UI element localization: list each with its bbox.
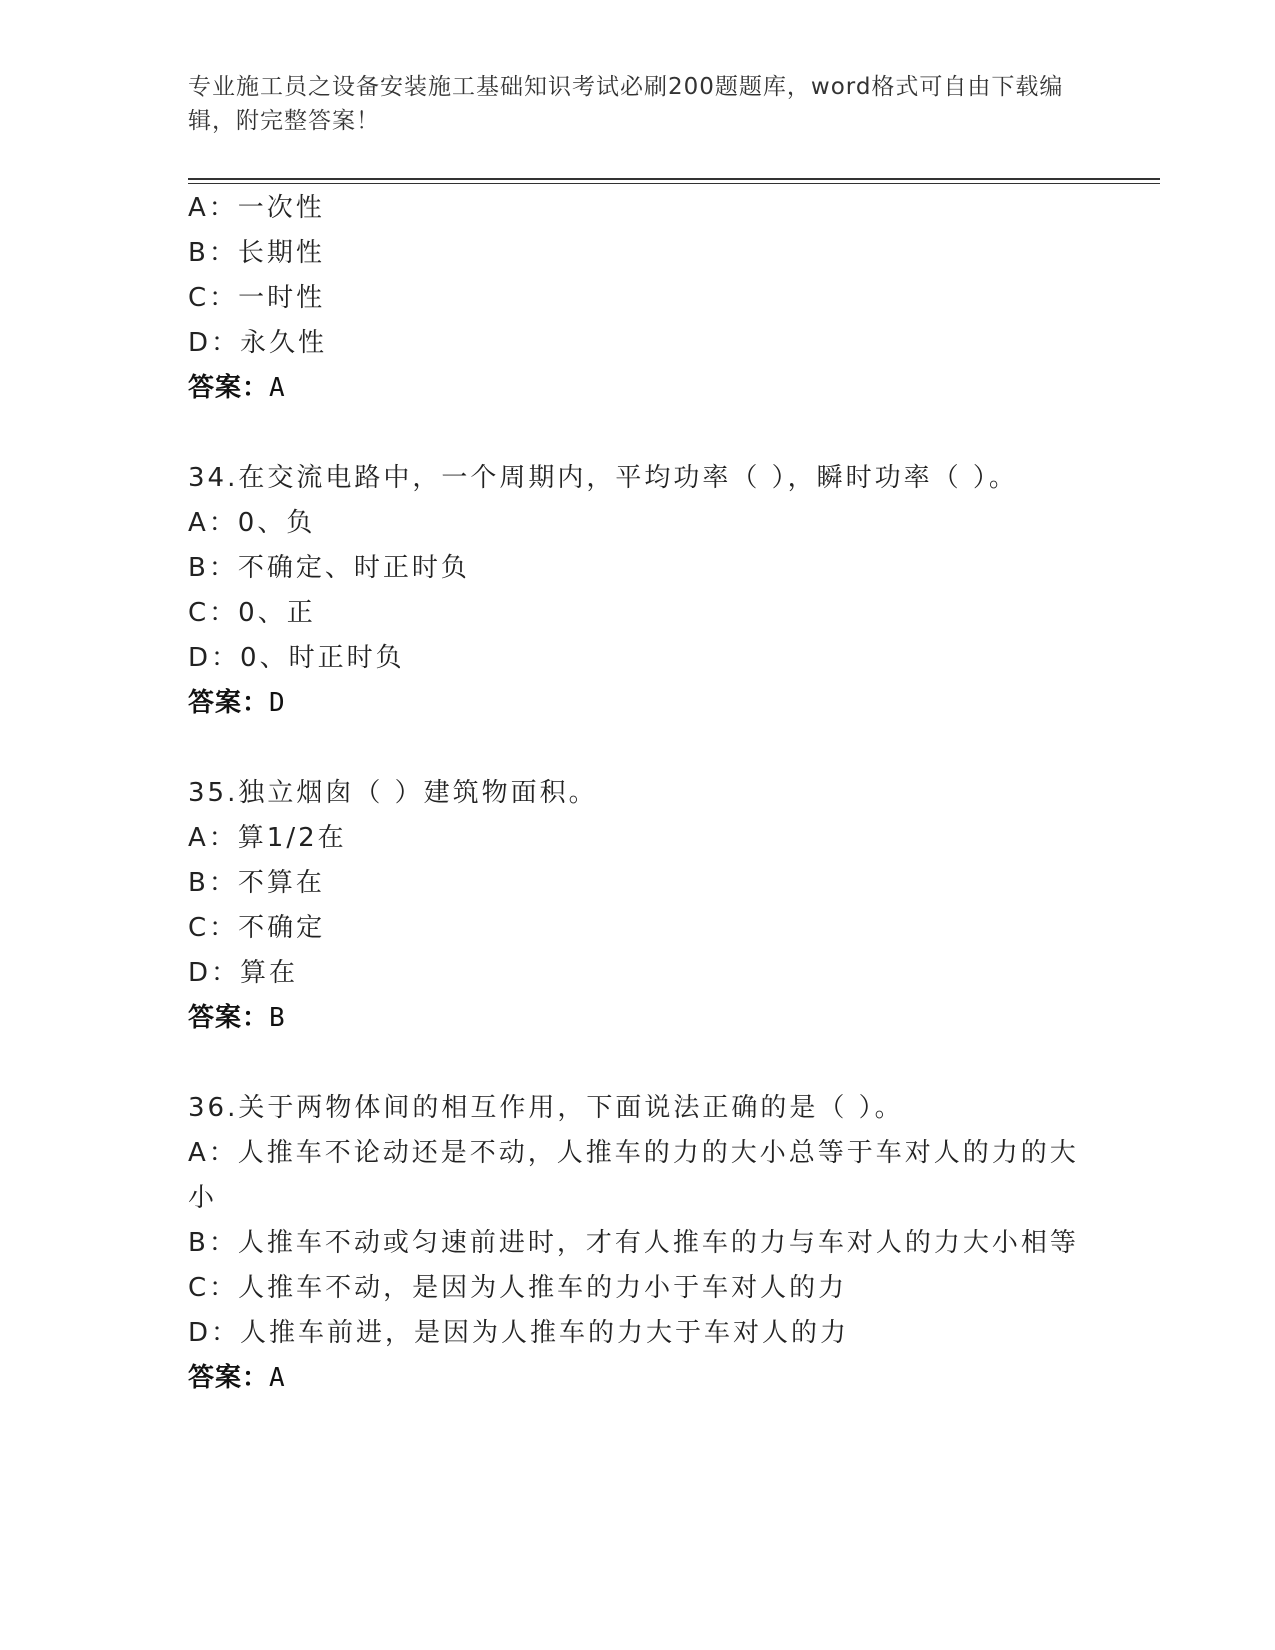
header-divider-thin (188, 183, 1160, 184)
q36-answer-value: A (269, 1363, 286, 1393)
document-header: 专业施工员之设备安装施工基础知识考试必刷200题题库，word格式可自由下载编辑，附完整答案！ (188, 74, 1064, 134)
q34-option-d: D：0、时正时负 (188, 643, 405, 673)
q35-answer-value: B (269, 1003, 286, 1033)
q34-answer-value: D (269, 688, 286, 718)
q34-question: 34.在交流电路中，一个周期内，平均功率（ ），瞬时功率（ ）。 (188, 463, 1018, 493)
q34-option-a: A：0、负 (188, 508, 316, 538)
q35-answer-label: 答案： (188, 1003, 270, 1033)
q33-answer-value: A (269, 373, 286, 403)
q36-option-a: A：人推车不论动还是不动，人推车的力的大小总等于车对人的力的大 (188, 1138, 1079, 1168)
q33-option-a: A：一次性 (188, 193, 325, 223)
q36-option-a-continued: 小 (188, 1183, 218, 1213)
q33-option-d: D：永久性 (188, 328, 328, 358)
q34-option-b: B：不确定、时正时负 (188, 553, 470, 583)
q36-answer-label: 答案： (188, 1363, 270, 1393)
q36-answer (188, 1360, 286, 1396)
q35-answer (188, 1000, 286, 1036)
q34-answer (188, 685, 286, 721)
q35-question: 35.独立烟囱（ ）建筑物面积。 (188, 778, 598, 808)
q35-option-b: B：不算在 (188, 868, 325, 898)
q34-option-c: C：0、正 (188, 598, 316, 628)
q33-option-b: B：长期性 (188, 238, 325, 268)
q36-option-b: B：人推车不动或匀速前进时，才有人推车的力与车对人的力大小相等 (188, 1228, 1079, 1258)
header-divider-thick (188, 178, 1160, 180)
q35-option-a: A：算1/2在 (188, 823, 347, 853)
q35-option-c: C：不确定 (188, 913, 326, 943)
q35-option-d: D：算在 (188, 958, 299, 988)
q33-answer (188, 370, 286, 406)
q33-option-c: C：一时性 (188, 283, 326, 313)
q36-option-d: D：人推车前进，是因为人推车的力大于车对人的力 (188, 1318, 850, 1348)
q36-question: 36.关于两物体间的相互作用，下面说法正确的是（ ）。 (188, 1093, 904, 1123)
q34-answer-label: 答案： (188, 688, 270, 718)
q36-option-c: C：人推车不动，是因为人推车的力小于车对人的力 (188, 1273, 848, 1303)
q33-answer-label: 答案： (188, 373, 270, 403)
